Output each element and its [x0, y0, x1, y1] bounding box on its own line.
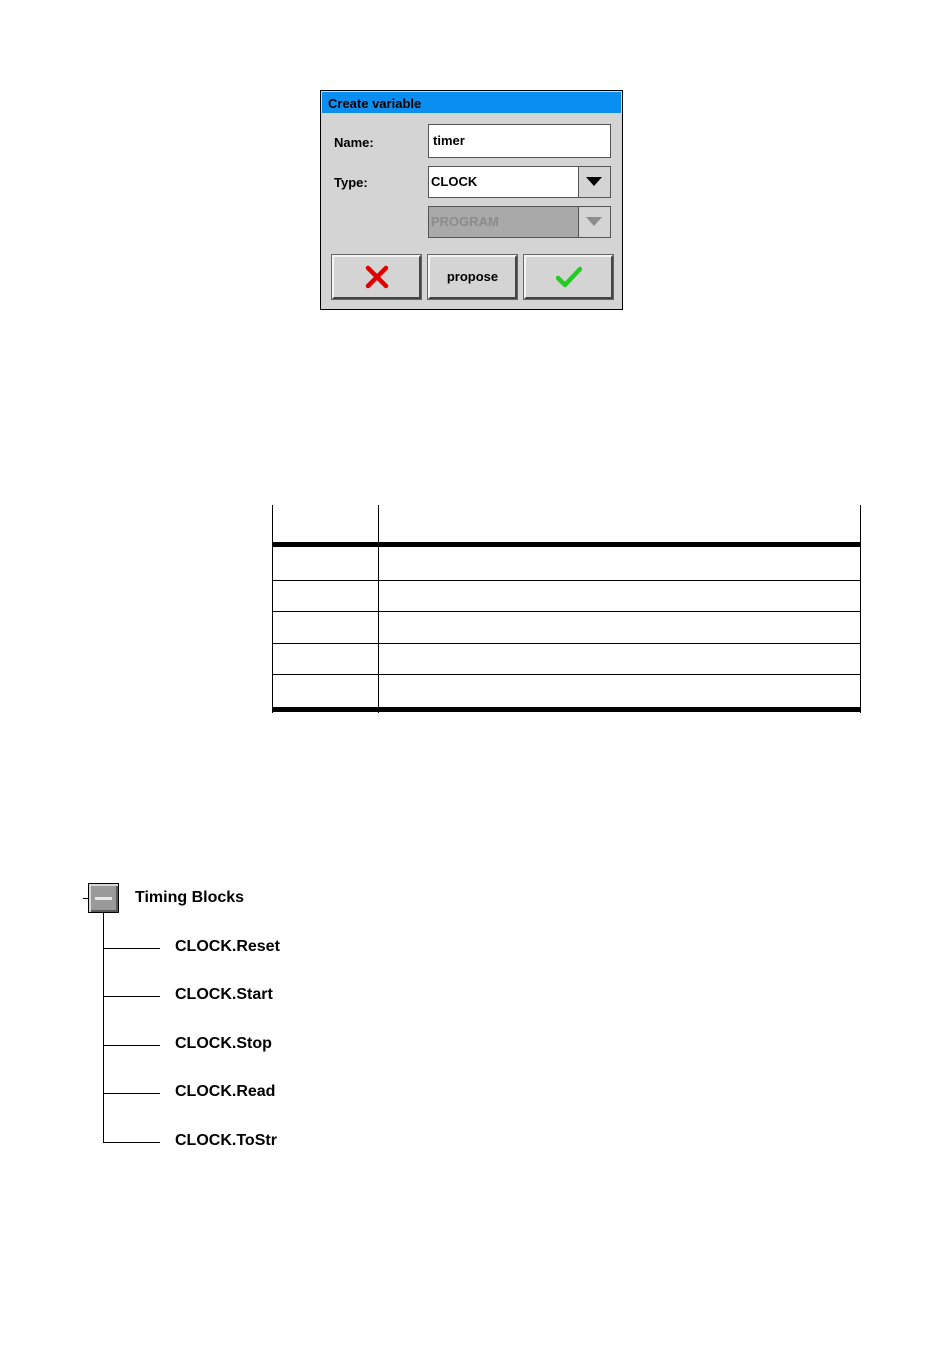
- empty-table: [272, 505, 861, 713]
- scope-dropdown-value: PROGRAM: [431, 214, 499, 229]
- tree-branch-line: [103, 996, 160, 997]
- type-dropdown[interactable]: [428, 166, 611, 198]
- type-dropdown-value: CLOCK: [431, 174, 478, 189]
- table-border-left: [272, 505, 273, 713]
- tree-branch-line: [103, 1142, 160, 1143]
- tree-item-label[interactable]: CLOCK.Start: [175, 986, 273, 1003]
- scope-dropdown-button: [578, 207, 610, 237]
- name-input[interactable]: timer: [428, 124, 611, 158]
- chevron-down-icon: [586, 177, 602, 186]
- table-border-right: [860, 505, 861, 713]
- propose-button[interactable]: propose: [428, 255, 517, 299]
- tree-item-label[interactable]: CLOCK.Read: [175, 1083, 276, 1100]
- cancel-button[interactable]: [332, 255, 421, 299]
- create-variable-dialog: [320, 90, 623, 310]
- table-bottom-rule: [272, 707, 861, 712]
- tree-root-timing-blocks[interactable]: Timing Blocks: [135, 889, 245, 906]
- name-label: Name:: [334, 135, 374, 150]
- scope-dropdown: [428, 206, 611, 238]
- table-row-divider: [272, 674, 861, 675]
- table-row-divider: [272, 580, 861, 581]
- ok-button[interactable]: [524, 255, 613, 299]
- table-row-divider: [272, 611, 861, 612]
- type-dropdown-button[interactable]: [578, 167, 610, 197]
- cross-icon: [365, 265, 389, 289]
- table-header-rule: [272, 542, 861, 547]
- minus-glyph: [95, 897, 112, 900]
- tree-item-label[interactable]: CLOCK.ToStr: [175, 1132, 277, 1149]
- chevron-down-icon: [586, 217, 602, 226]
- type-label: Type:: [334, 175, 368, 190]
- table-column-divider: [378, 505, 379, 713]
- tree-branch-line: [103, 1045, 160, 1046]
- checkmark-icon: [556, 266, 582, 288]
- collapse-minus-icon[interactable]: [88, 883, 119, 913]
- dialog-title: Create variable: [322, 92, 621, 113]
- tree-branch-line: [103, 948, 160, 949]
- tree-item-label[interactable]: CLOCK.Stop: [175, 1035, 272, 1052]
- table-row-divider: [272, 643, 861, 644]
- tree-branch-line: [103, 1093, 160, 1094]
- tree-item-label[interactable]: CLOCK.Reset: [175, 938, 280, 955]
